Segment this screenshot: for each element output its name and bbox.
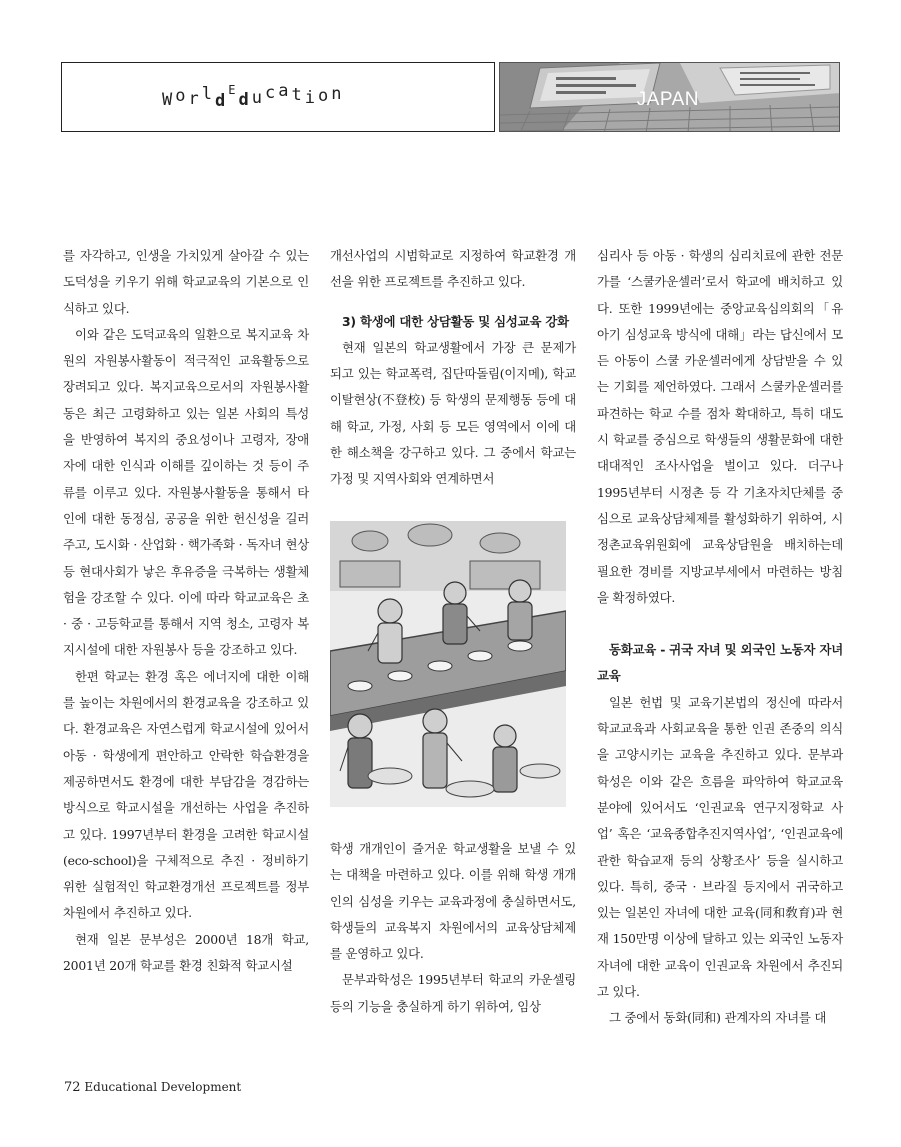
header-photo-keyboard — [499, 62, 840, 132]
section-subheading: 동화교육 - 귀국 자녀 및 외국인 노동자 자녀 교육 — [597, 642, 843, 684]
paragraph: 학생 개개인이 즐거운 학교생활을 보낼 수 있는 대책을 마련하고 있다. 이를 위해 학생 개개인의 심성을 키우는 교육과정에 충실하면서도, 학생들의 교육복지 차원에서의 교육상담체제를 운영하고 있다. — [330, 841, 576, 962]
paragraph: 현재 일본의 학교생활에서 가장 큰 문제가 되고 있는 학교폭력, 집단따돌림(이지메), 학교 이탈현상(不登校) 등 학생의 문제행동 등에 대해 학교, 가정, 사회 등 모든 영역에서 이에 대한 해소책을 강구하고 있다. 그 중에서 학교는 가정 및 지역사회와 연계하면서 — [330, 339, 576, 487]
paragraph: 문부과학성은 1995년부터 학교의 카운셀링 등의 기능을 충실하게 하기 위하여, 임상 — [330, 972, 576, 1014]
page-footer — [64, 1080, 241, 1095]
country-label: JAPAN — [636, 89, 699, 110]
article-column-3 — [597, 243, 843, 1032]
article-column-2-continued — [330, 836, 576, 1020]
paragraph: 이와 같은 도덕교육의 일환으로 복지교육 차원의 자원봉사활동이 적극적인 교육활동으로 장려되고 있다. 복지교육으로서의 자원봉사활동은 최근 고령화하고 있는 일본 사회의 특성을 반영하여 복지의 중요성이나 고령자, 장애자에 대한 인식과 이해를 깊이하는 것 등이 주류를 이루고 있다. 자원봉사활동을 통해서 타인에 대한 동정심, 공공을 위한 헌신성을 길러주고, 도시화 · 산업화 · 핵가족화 · 독자녀 현상 등 현대사회가 낳은 후유증을 극복하는 생활체험을 강조할 수 있다. 이에 따라 학교교육은 초 · 중 · 고등학교를 통해서 지역 청소, 고령자 복지시설에 대한 자원봉사 등을 강조하고 있다. — [63, 326, 309, 658]
article-column-1 — [63, 243, 309, 979]
section-subheading: 3) 학생에 대한 상담활동 및 심성교육 강화 — [342, 313, 569, 329]
series-header-box — [61, 62, 495, 132]
illustration-graphic — [330, 521, 566, 807]
paragraph: 개선사업의 시범학교로 지정하여 학교환경 개선을 위한 프로젝트를 추진하고 있다. — [330, 248, 576, 290]
publication-name: Educational Development — [84, 1080, 242, 1094]
school-cafeteria-illustration — [330, 521, 566, 807]
series-title: WorldEducation — [162, 81, 345, 111]
page-number: 72 — [64, 1080, 81, 1095]
paragraph: 한편 학교는 환경 혹은 에너지에 대한 이해를 높이는 차원에서의 환경교육을 강조하고 있다. 환경교육은 자연스럽게 학교시설에 있어서 아동 · 학생에게 편안하고 안락한 학습환경을 제공하면서도 환경에 대한 부담감을 경감하는 방식으로 학교시설을 개선하는 사업을 추진하고 있다. 1997년부터 환경을 고려한 학교시설(eco-school)을 구체적으로 추진 · 정비하기 위한 실험적인 학교환경개선 프로젝트를 정부 차원에서 추진하고 있다. — [63, 668, 309, 921]
paragraph: 그 중에서 동화(同和) 관계자의 자녀를 대 — [609, 1010, 827, 1026]
paragraph: 현재 일본 문부성은 2000년 18개 학교, 2001년 20개 학교를 환경 친화적 학교시설 — [63, 931, 309, 974]
paragraph: 를 자각하고, 인생을 가치있게 살아갈 수 있는 도덕성을 키우기 위해 학교교육의 기본으로 인식하고 있다. — [63, 248, 309, 316]
paragraph: 심리사 등 아동 · 학생의 심리치료에 관한 전문가를 ‘스쿨카운셀러’로서 학교에 배치하고 있다. 또한 1999년에는 중앙교육심의회의「유아기 심성교육 방식에 대해」라는 답신에서 모든 아동이 스쿨 카운셀러에게 상담받을 수 있는 기회를 제언하였다. 그래서 스쿨카운셀러를 파견하는 학교 수를 점차 확대하고, 특히 대도시 학교를 중심으로 학생들의 생활문화에 대한 대대적인 조사사업을 벌이고 있다. 더구나 1995년부터 시정촌 등 각 기초자치단체를 중심으로 교육상담체제를 활성화하기 위하여, 시정촌교육위원회에 교육상담원을 배치하는데 필요한 경비를 지방교부세에서 마련하는 방침을 확정하였다. — [597, 248, 843, 605]
article-column-2 — [330, 243, 576, 493]
paragraph: 일본 헌법 및 교육기본법의 정신에 따라서 학교교육과 사회교육을 통한 인권 존중의 의식을 고양시키는 교육을 추진하고 있다. 문부과학성은 이와 같은 흐름을 파악하여 학교교육 분야에 있어서도 ‘인권교육 연구지정학교 사업’ 혹은 ‘교육종합추진지역사업’, ‘인권교육에 관한 학습교재 등의 상황조사’ 등을 실시하고 있다. 특히, 중국 · 브라질 등지에서 귀국하고 있는 일본인 자녀에 대한 교육(同和敎育)과 현재 150만명 이상에 달하고 있는 외국인 노동자 자녀에 대한 교육이 인권교육 차원에서 추진되고 있다. — [597, 694, 843, 1000]
